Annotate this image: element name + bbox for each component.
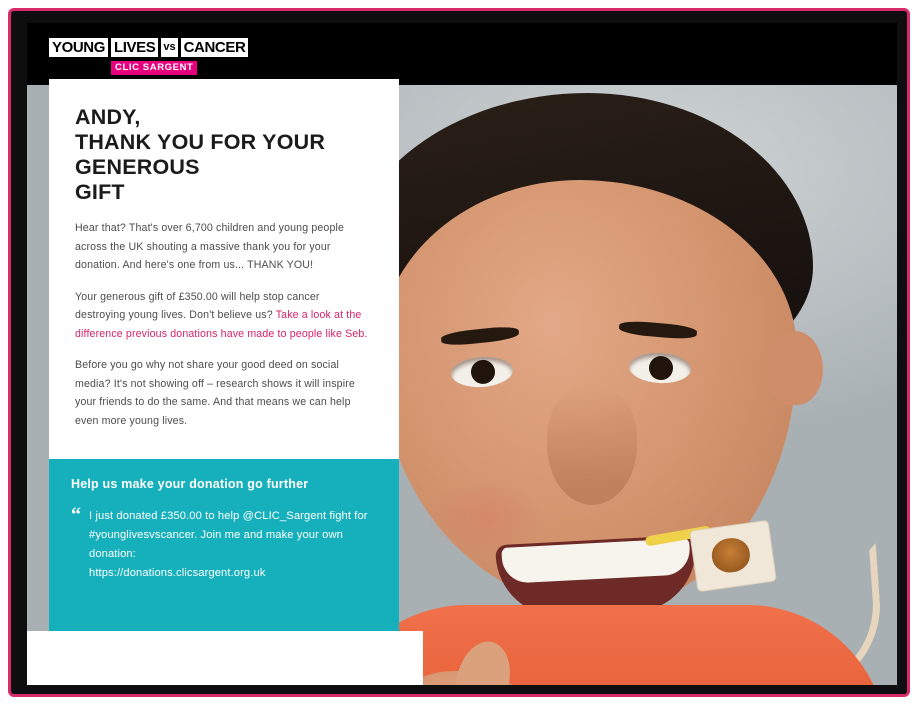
paragraph-thanks: Hear that? That's over 6,700 children and young people across the UK shouting a massive thank you for your donation. And here's one from us... THANK YOU! (75, 222, 345, 271)
donation-url-link[interactable]: https://donations.clicsargent.org.uk (89, 567, 266, 579)
share-quote-text (89, 507, 377, 583)
share-quote (71, 504, 377, 583)
share-panel (49, 459, 399, 631)
pupil-right (648, 355, 673, 380)
logo-word-lives: LIVES (111, 38, 158, 57)
email-body (27, 23, 897, 685)
share-quote-line-1: I just donated £350.00 to help @CLIC_Sargent (89, 510, 327, 522)
previous-donations-link[interactable]: Take a look at the difference previous donations have made to people like Seb. (75, 309, 368, 340)
email-footer (27, 631, 897, 685)
paragraph-gift (75, 288, 373, 344)
page-title (75, 105, 373, 205)
tape-teddy-sticker (710, 536, 752, 575)
share-quote-line-3: make your own donation: (89, 529, 343, 560)
logo-wordmark (49, 38, 246, 57)
child-nose (547, 385, 637, 505)
brand-header (27, 23, 897, 85)
logo-word-vs: vs (161, 38, 177, 57)
headline-line-2: THANK YOU FOR YOUR GENEROUS (75, 130, 326, 179)
footer-white-block (27, 631, 423, 685)
pupil-left (470, 359, 496, 385)
logo-word-cancer: CANCER (181, 38, 249, 57)
headline-line-3: GIFT (75, 180, 125, 204)
paragraph-gift-text: Your generous gift of £350.00 will help stop cancer destroying young lives. Don't believe us? (75, 290, 320, 321)
paragraph-share-prompt: Before you go why not share your good deed on social media? It's not showing off – research shows it will inspire your friends to do the same. And that means we can help even more young lives. (75, 359, 355, 427)
logo-word-young: YOUNG (49, 38, 108, 57)
headline-line-1: ANDY, (75, 105, 141, 129)
quote-icon: “ (71, 504, 81, 526)
email-preview-window (8, 8, 910, 697)
share-panel-title: Help us make your donation go further (71, 477, 309, 491)
child-teeth (501, 538, 691, 584)
thank-you-card (49, 79, 399, 459)
logo-subbrand-clic-sargent: CLIC SARGENT (111, 61, 197, 75)
young-lives-vs-cancer-logo[interactable] (49, 38, 246, 75)
share-quote-line-2: fight for #younglivesvscancer. Join me and (89, 510, 368, 541)
child-ear (769, 331, 823, 405)
